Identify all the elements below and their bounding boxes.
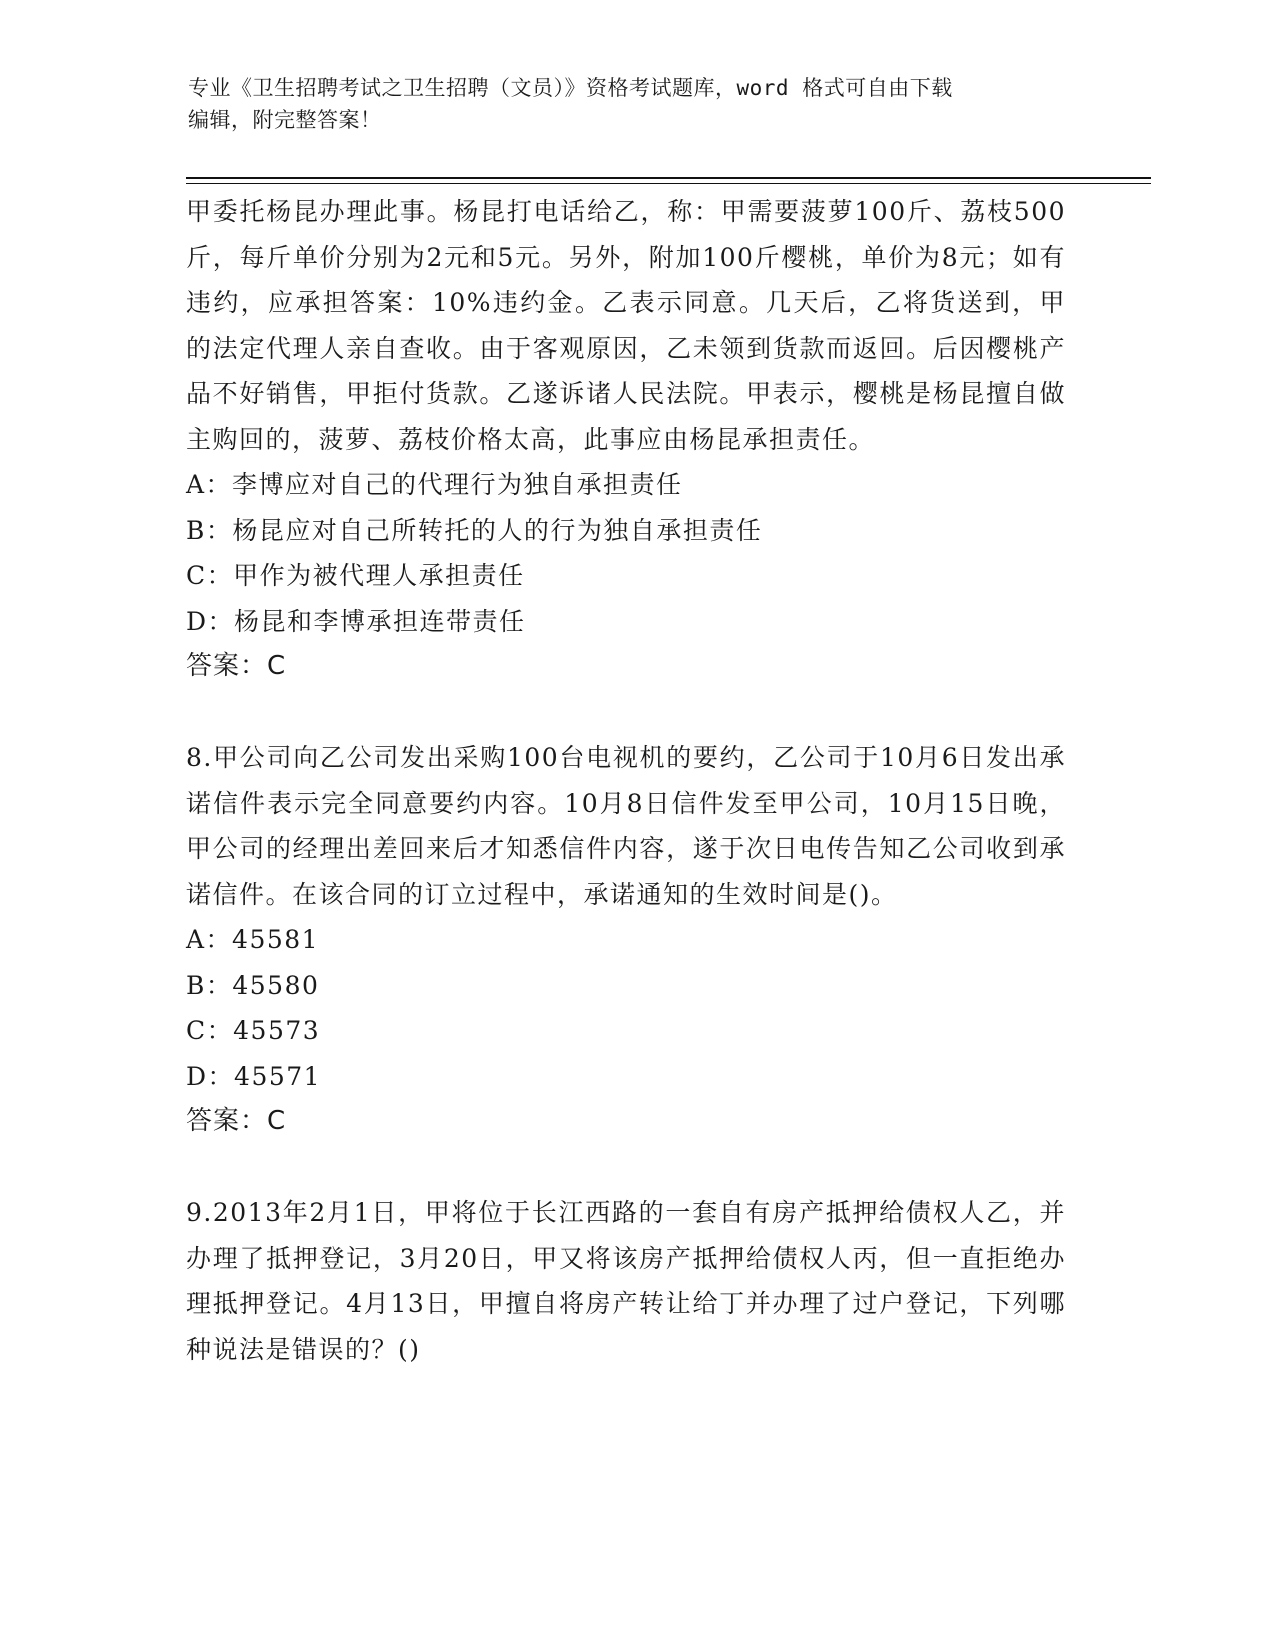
question-7-block: [186, 189, 1066, 690]
question-8-block: [186, 735, 1066, 1145]
question-7-option-b: B：杨昆应对自己所转托的人的行为独自承担责任: [186, 515, 763, 545]
header-rule-thick: [186, 177, 1151, 179]
question-7-option-d: D：杨昆和李博承担连带责任: [186, 606, 526, 636]
question-8-option-b: B：45580: [186, 970, 320, 1000]
header-rule-thin: [186, 183, 1151, 184]
spacer: [186, 690, 1066, 736]
question-7-answer: 答案：C: [186, 651, 287, 681]
question-9-block: [186, 1190, 1066, 1372]
question-7-option-c: C：甲作为被代理人承担责任: [186, 561, 525, 590]
question-8-option-a: A：45581: [186, 925, 320, 954]
question-8-option-d: D：45571: [186, 1061, 322, 1091]
question-8-answer: 答案：C: [186, 1106, 287, 1136]
question-9-stem: 9.2013年2月1日，甲将位于长江西路的一套自有房产抵押给债权人乙，并办理了抵押登记，3月20日，甲又将该房产抵押给债权人丙，但一直拒绝办理抵押登记。4月13日，甲擅自将房产转让给丁并办理了过户登记，下列哪种说法是错误的？(): [186, 1198, 1066, 1364]
page-header: [188, 72, 1068, 136]
question-7-option-a: A：李博应对自己的代理行为独自承担责任: [186, 470, 683, 499]
header-line-1: 专业《卫生招聘考试之卫生招聘（文员）》资格考试题库，word 格式可自由下载: [188, 76, 953, 100]
question-8-stem: 8.甲公司向乙公司发出采购100台电视机的要约，乙公司于10月6日发出承诺信件表示完全同意要约内容。10月8日信件发至甲公司，10月15日晚，甲公司的经理出差回来后才知悉信件内容，遂于次日电传告知乙公司收到承诺信件。在该合同的订立过程中，承诺通知的生效时间是()。: [186, 743, 1066, 909]
question-7-stem: 甲委托杨昆办理此事。杨昆打电话给乙，称：甲需要菠萝100斤、荔枝500斤，每斤单价分别为2元和5元。另外，附加100斤樱桃，单价为8元；如有违约，应承担答案：10%违约金。乙表示同意。几天后，乙将货送到，甲的法定代理人亲自查收。由于客观原因，乙未领到货款而返回。后因樱桃产品不好销售，甲拒付货款。乙遂诉诸人民法院。甲表示，樱桃是杨昆擅自做主购回的，菠萝、荔枝价格太高，此事应由杨昆承担责任。: [186, 197, 1066, 454]
question-8-option-c: C：45573: [186, 1016, 321, 1045]
header-line-2: 编辑，附完整答案！: [188, 108, 382, 132]
spacer: [186, 1145, 1066, 1191]
content: [186, 189, 1066, 1372]
